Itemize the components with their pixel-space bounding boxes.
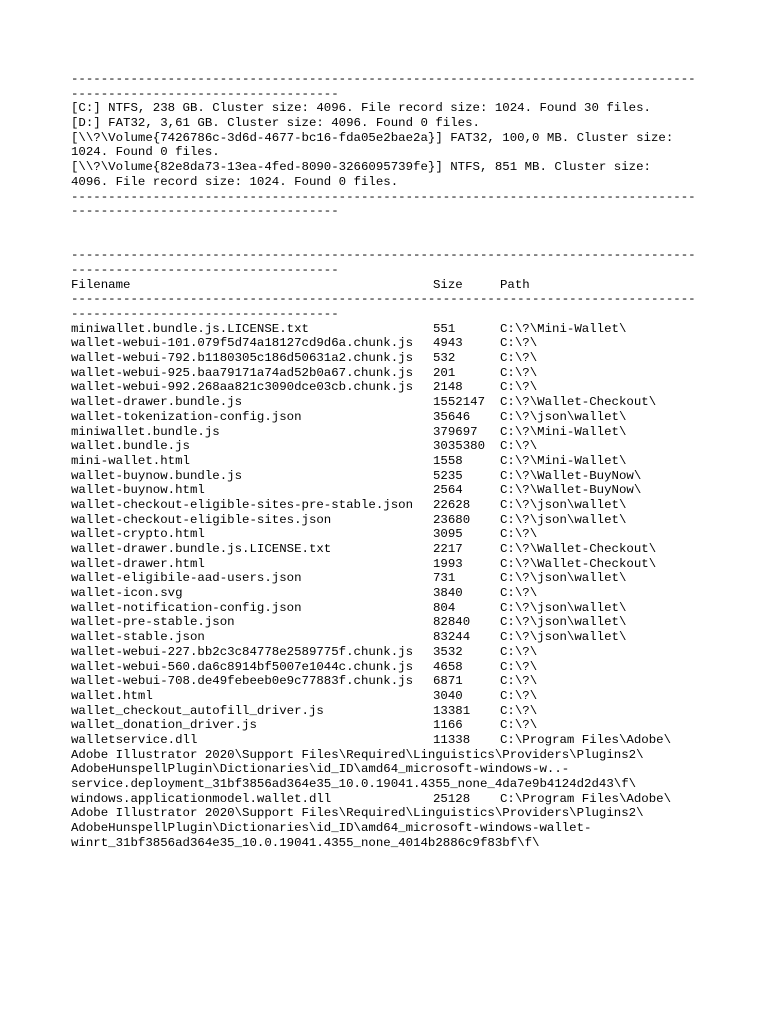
- file-name-cell: wallet-icon.svg: [71, 586, 183, 601]
- file-name-cell: wallet-tokenization-config.json: [71, 409, 302, 424]
- file-path-cell: C:\?\: [500, 351, 538, 366]
- table-row: [71, 351, 701, 366]
- table-row: [71, 483, 701, 498]
- column-header-size: Size: [433, 277, 463, 292]
- table-row: [71, 498, 701, 513]
- file-path-cell: C:\?\: [500, 688, 538, 703]
- file-path-cell: C:\?\: [500, 586, 538, 601]
- file-path-cell: C:\?\Mini-Wallet\: [500, 424, 627, 439]
- file-size-cell: 1993: [433, 556, 463, 571]
- table-row: [71, 615, 701, 630]
- file-size-cell: 532: [433, 351, 456, 366]
- file-size-cell: 2217: [433, 542, 463, 556]
- file-path-continuation: AdobeHunspellPlugin\Dictionaries\id_ID\amd64_microsoft-windows-w..-: [71, 762, 570, 777]
- file-size-cell: 1166: [433, 718, 463, 733]
- separator-line: ------------------------------------: [71, 204, 339, 219]
- file-size-cell: 379697: [433, 424, 478, 439]
- file-path-continuation: winrt_31bf3856ad364e35_10.0.19041.4355_none_4014b2886c9f83bf\f\: [71, 835, 540, 850]
- file-path-cell: C:\?\: [500, 439, 538, 454]
- file-size-cell: 83244: [433, 630, 471, 645]
- separator-line: ------------------------------------------------------------------------------------: [71, 189, 696, 204]
- file-path-cell: C:\?\Mini-Wallet\: [500, 321, 627, 336]
- file-size-cell: 4658: [433, 659, 463, 674]
- file-path-continuation: Adobe Illustrator 2020\Support Files\Required\Linguistics\Providers\Plugins2\: [71, 747, 644, 762]
- volume-line: [\\?\Volume{82e8da73-13ea-4fed-8090-3266095739fe}] NTFS, 851 MB. Cluster size:: [71, 160, 651, 175]
- table-row: [71, 645, 701, 660]
- file-path-cell: C:\Program Files\Adobe\: [500, 791, 672, 806]
- file-size-cell: 3840: [433, 586, 463, 601]
- file-name-cell: wallet-webui-708.de49febeeb0e9c77883f.chunk.js: [71, 674, 414, 689]
- table-row: [71, 527, 701, 542]
- volume-line: [C:] NTFS, 238 GB. Cluster size: 4096. File record size: 1024. Found 30 files.: [71, 101, 651, 116]
- blank-line: [71, 234, 701, 249]
- table-row: [71, 380, 701, 395]
- table-row: [71, 660, 701, 675]
- file-size-cell: 201: [433, 365, 456, 380]
- file-path-cell: C:\?\: [500, 644, 538, 659]
- file-path-cell: C:\?\json\wallet\: [500, 512, 627, 527]
- file-name-cell: wallet-webui-925.baa79171a74ad52b0a67.chunk.js: [71, 365, 414, 380]
- file-path-cell: C:\?\json\wallet\: [500, 600, 627, 615]
- file-name-cell: wallet-eligibile-aad-users.json: [71, 571, 302, 586]
- table-row: [71, 425, 701, 440]
- file-size-cell: 35646: [433, 409, 471, 424]
- volume-line: 4096. File record size: 1024. Found 0 files.: [71, 174, 399, 189]
- file-size-cell: 3532: [433, 644, 463, 659]
- file-path-cell: C:\?\Wallet-BuyNow\: [500, 468, 642, 483]
- table-row: [71, 336, 701, 351]
- table-row: [71, 586, 701, 601]
- blank-line: [71, 219, 701, 234]
- table-row: [71, 513, 701, 528]
- file-size-cell: 3095: [433, 527, 463, 542]
- table-row: [71, 674, 701, 689]
- file-size-cell: 551: [433, 321, 456, 336]
- table-row: [71, 469, 701, 484]
- file-size-cell: 3040: [433, 688, 463, 703]
- table-row: [71, 439, 701, 454]
- file-name-cell: wallet.html: [71, 688, 153, 703]
- file-path-cell: C:\?\json\wallet\: [500, 571, 627, 586]
- separator-line: ------------------------------------------------------------------------------------: [71, 248, 696, 263]
- column-header-path: Path: [500, 277, 530, 292]
- file-name-cell: wallet-stable.json: [71, 630, 205, 645]
- file-name-cell: wallet-buynow.html: [71, 483, 205, 498]
- file-path-continuation: AdobeHunspellPlugin\Dictionaries\id_ID\amd64_microsoft-windows-wallet-: [71, 821, 592, 836]
- file-size-cell: 1552147: [433, 395, 486, 410]
- file-name-cell: wallet-buynow.bundle.js: [71, 468, 243, 483]
- file-name-cell: wallet-webui-792.b1180305c186d50631a2.chunk.js: [71, 351, 414, 366]
- file-name-cell: miniwallet.bundle.js.LICENSE.txt: [71, 321, 309, 336]
- file-size-cell: 6871: [433, 674, 463, 689]
- table-row: [71, 557, 701, 572]
- table-row: [71, 792, 701, 807]
- table-row: [71, 366, 701, 381]
- separator-line: ------------------------------------: [71, 307, 339, 321]
- file-path-cell: C:\?\: [500, 718, 538, 733]
- volume-line: [D:] FAT32, 3,61 GB. Cluster size: 4096. Found 0 files.: [71, 116, 480, 131]
- file-path-cell: C:\?\: [500, 365, 538, 380]
- file-name-cell: wallet_checkout_autofill_driver.js: [71, 703, 324, 718]
- separator-line: ------------------------------------: [71, 86, 339, 101]
- file-name-cell: wallet-webui-560.da6c8914bf5007e1044c.chunk.js: [71, 659, 414, 674]
- separator-line: ------------------------------------: [71, 262, 339, 277]
- file-path-cell: C:\?\: [500, 659, 538, 674]
- separator-line: ------------------------------------------------------------------------------------: [71, 292, 696, 307]
- table-row: [71, 733, 701, 748]
- file-path-cell: C:\?\Wallet-Checkout\: [500, 395, 657, 410]
- file-name-cell: wallet-pre-stable.json: [71, 615, 235, 630]
- file-path-cell: C:\?\json\wallet\: [500, 615, 627, 630]
- file-path-cell: C:\?\json\wallet\: [500, 630, 627, 645]
- file-path-cell: C:\Program Files\Adobe\: [500, 732, 672, 747]
- file-name-cell: wallet-webui-227.bb2c3c84778e2589775f.chunk.js: [71, 644, 414, 659]
- file-path-cell: C:\?\: [500, 336, 538, 351]
- file-size-cell: 4943: [433, 336, 463, 351]
- volume-line: 1024. Found 0 files.: [71, 145, 220, 160]
- file-size-cell: 25128: [433, 791, 471, 806]
- file-name-cell: wallet.bundle.js: [71, 439, 190, 454]
- file-size-cell: 11338: [433, 732, 471, 747]
- file-name-cell: wallet_donation_driver.js: [71, 718, 257, 733]
- table-row: [71, 704, 701, 719]
- table-row: [71, 689, 701, 704]
- file-path-cell: C:\?\: [500, 527, 538, 542]
- file-size-cell: 13381: [433, 703, 471, 718]
- file-path-cell: C:\?\json\wallet\: [500, 497, 627, 512]
- file-path-cell: C:\?\Wallet-Checkout\: [500, 542, 657, 556]
- file-size-cell: 3035380: [433, 439, 486, 454]
- table-header: [71, 278, 701, 293]
- file-name-cell: wallet-drawer.bundle.js.LICENSE.txt: [71, 542, 332, 556]
- file-path-cell: C:\?\json\wallet\: [500, 409, 627, 424]
- file-size-cell: 2148: [433, 380, 463, 395]
- report-document: [71, 72, 701, 850]
- table-row: [71, 410, 701, 425]
- table-row: [71, 454, 701, 469]
- file-name-cell: walletservice.dll: [71, 732, 198, 747]
- file-name-cell: wallet-checkout-eligible-sites.json: [71, 512, 332, 527]
- column-header-filename: Filename: [71, 277, 131, 292]
- file-name-cell: wallet-webui-992.268aa821c3090dce03cb.chunk.js: [71, 380, 414, 395]
- file-name-cell: miniwallet.bundle.js: [71, 424, 220, 439]
- file-size-cell: 82840: [433, 615, 471, 630]
- file-name-cell: wallet-drawer.html: [71, 556, 205, 571]
- file-path-cell: C:\?\Wallet-BuyNow\: [500, 483, 642, 498]
- file-name-cell: mini-wallet.html: [71, 453, 190, 468]
- file-size-cell: 1558: [433, 453, 463, 468]
- file-name-cell: wallet-checkout-eligible-sites-pre-stable.json: [71, 497, 414, 512]
- file-table-long-rows: [71, 733, 701, 851]
- separator-line: ------------------------------------------------------------------------------------: [71, 72, 696, 86]
- file-path-cell: C:\?\Mini-Wallet\: [500, 453, 627, 468]
- file-size-cell: 5235: [433, 468, 463, 483]
- table-row: [71, 395, 701, 410]
- file-table-body: [71, 322, 701, 733]
- table-row: [71, 571, 701, 586]
- file-size-cell: 22628: [433, 497, 471, 512]
- file-name-cell: windows.applicationmodel.wallet.dll: [71, 791, 332, 806]
- file-name-cell: wallet-crypto.html: [71, 527, 205, 542]
- file-path-continuation: service.deployment_31bf3856ad364e35_10.0.19041.4355_none_4da7e9b4124d2d43\f\: [71, 777, 637, 791]
- table-row: [71, 542, 701, 557]
- table-row: [71, 322, 701, 337]
- volume-line: [\\?\Volume{7426786c-3d6d-4677-bc16-fda05e2bae2a}] FAT32, 100,0 MB. Cluster size:: [71, 130, 674, 145]
- table-row: [71, 718, 701, 733]
- file-size-cell: 804: [433, 600, 456, 615]
- file-name-cell: wallet-drawer.bundle.js: [71, 395, 243, 410]
- file-path-cell: C:\?\Wallet-Checkout\: [500, 556, 657, 571]
- file-path-cell: C:\?\: [500, 674, 538, 689]
- file-path-continuation: Adobe Illustrator 2020\Support Files\Required\Linguistics\Providers\Plugins2\: [71, 806, 644, 821]
- table-row: [71, 601, 701, 616]
- file-path-cell: C:\?\: [500, 380, 538, 395]
- file-name-cell: wallet-webui-101.079f5d74a18127cd9d6a.chunk.js: [71, 336, 414, 351]
- file-name-cell: wallet-notification-config.json: [71, 600, 302, 615]
- file-path-cell: C:\?\: [500, 703, 538, 718]
- file-size-cell: 731: [433, 571, 456, 586]
- file-size-cell: 2564: [433, 483, 463, 498]
- table-row: [71, 630, 701, 645]
- file-size-cell: 23680: [433, 512, 471, 527]
